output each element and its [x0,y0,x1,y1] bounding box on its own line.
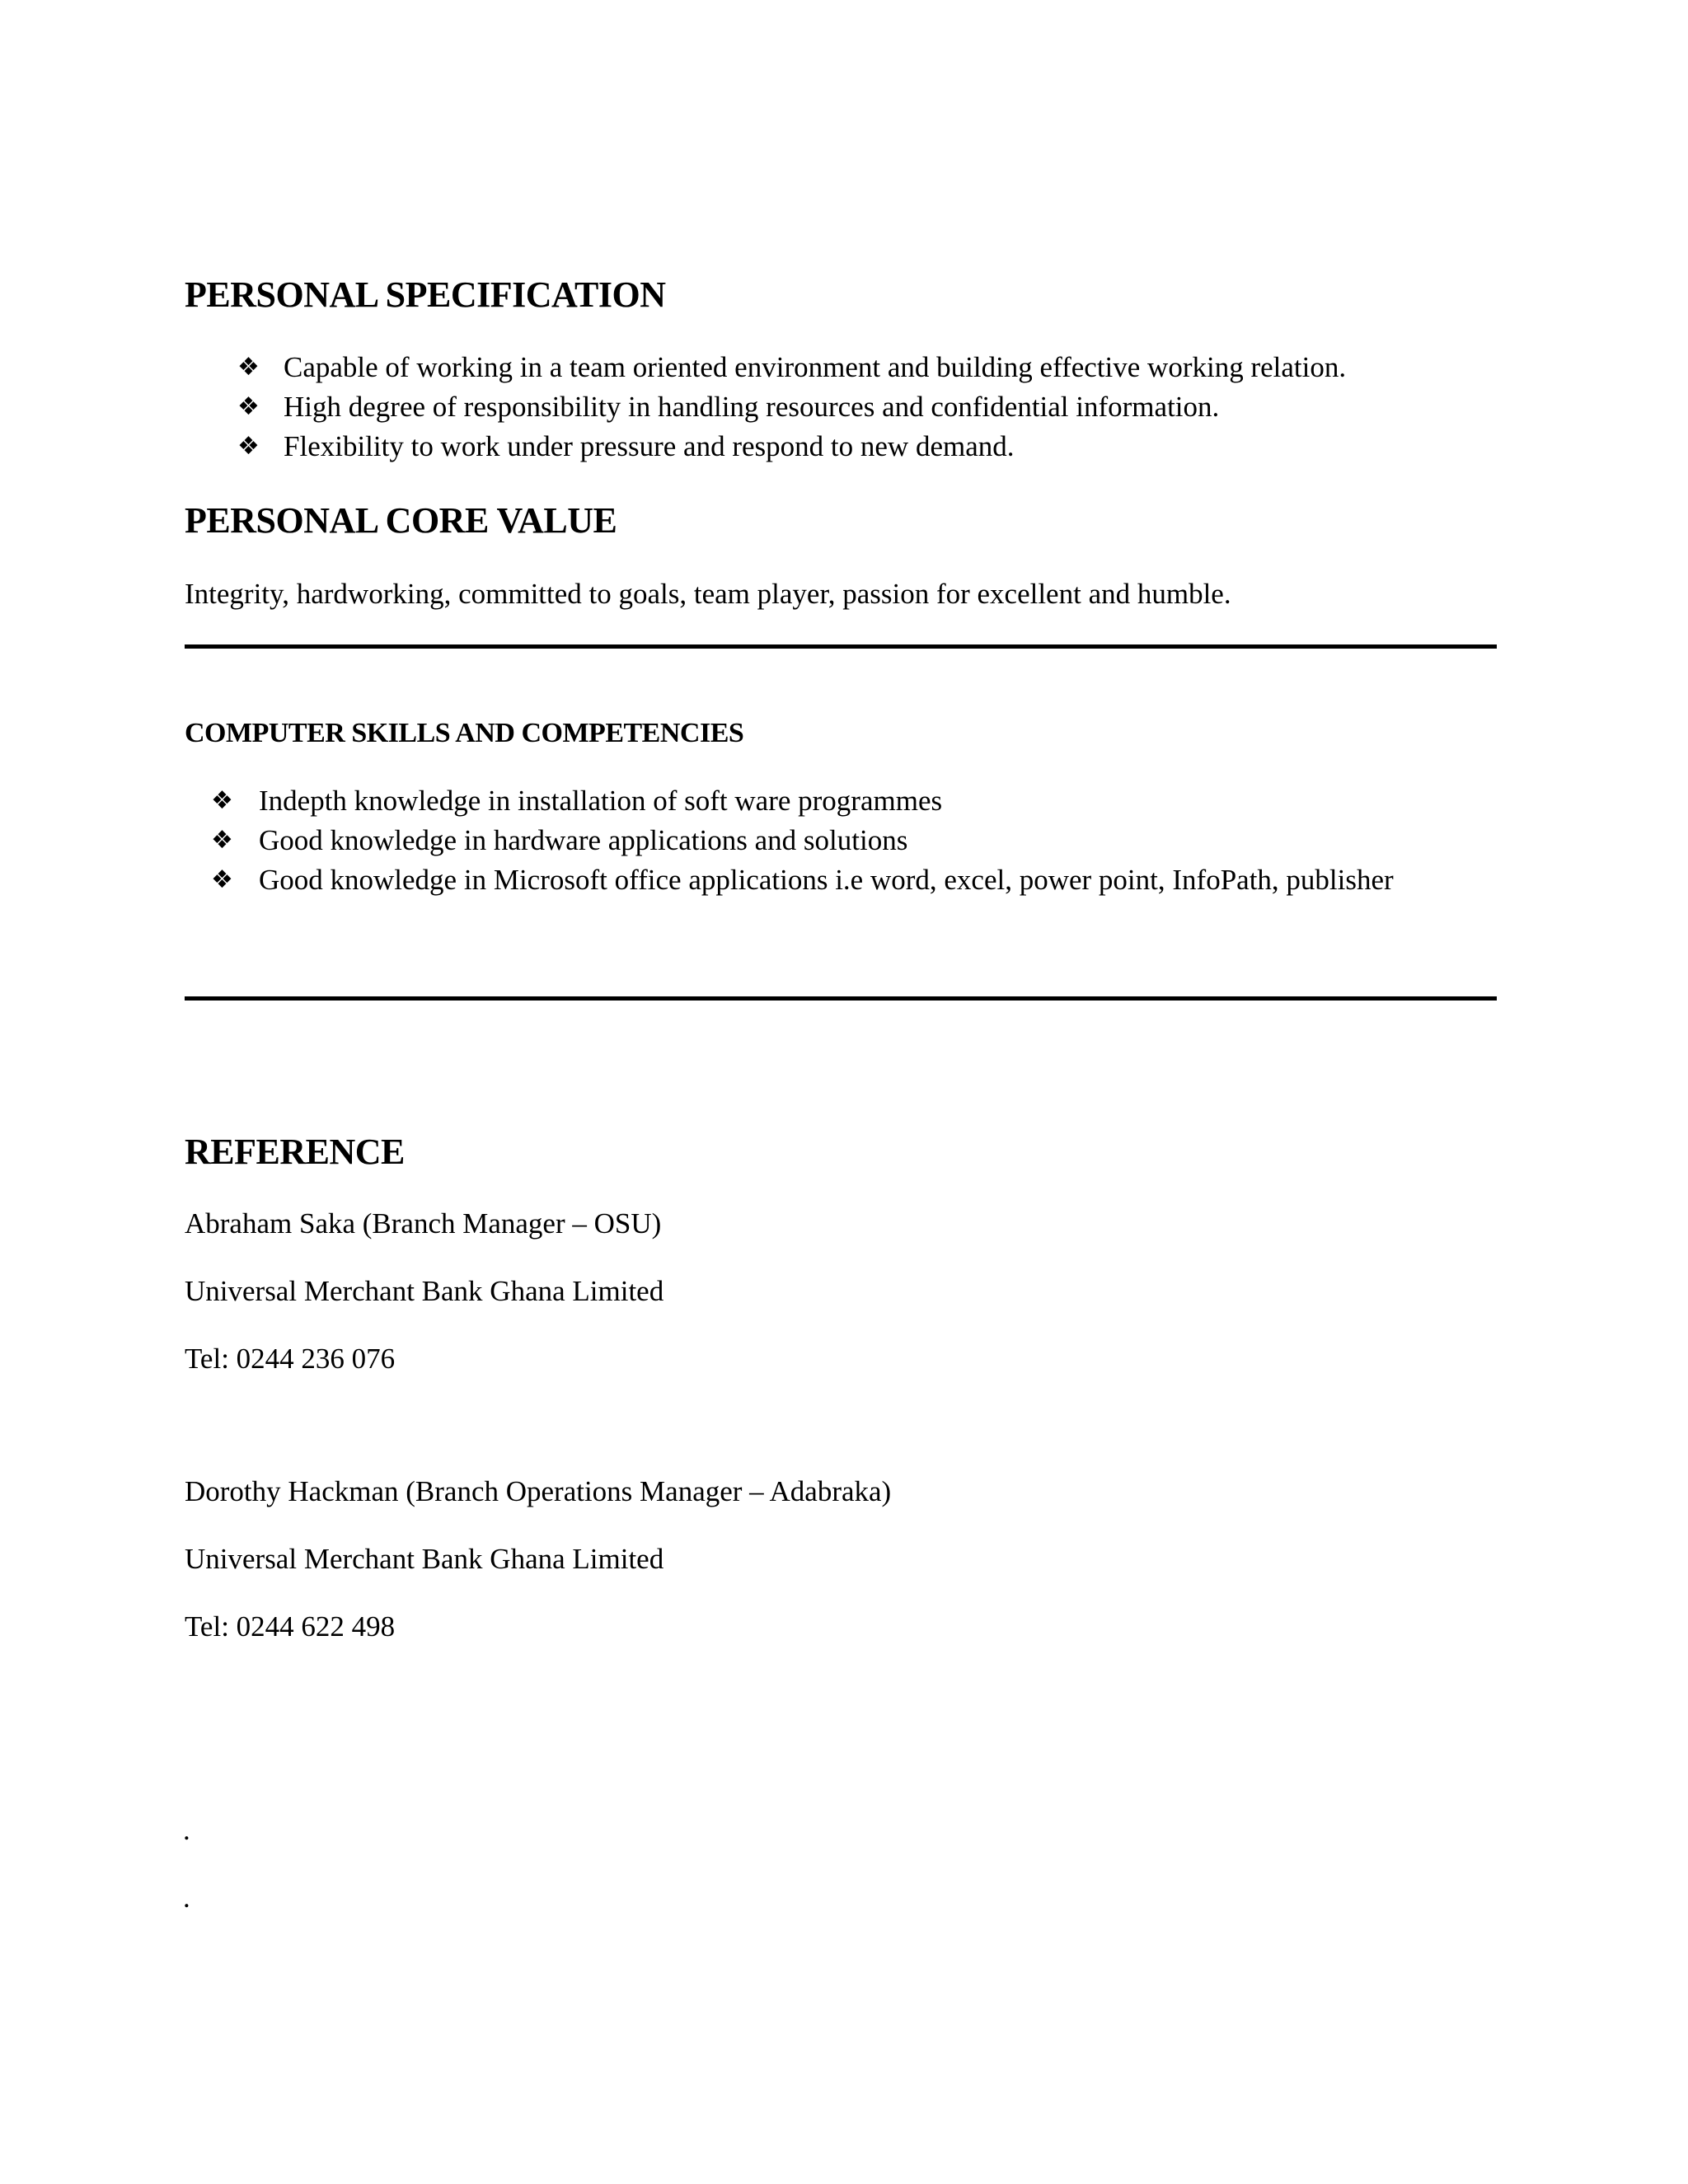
referee-company: Universal Merchant Bank Ghana Limited [185,1543,664,1575]
section-divider [185,996,1497,1001]
referee-tel: Tel: 0244 622 498 [185,1610,396,1643]
list-item-text: High degree of responsibility in handling resources and confidential information. [284,391,1220,423]
referee-name: Dorothy Hackman (Branch Operations Manager – Adabraka) [185,1475,892,1507]
reference-heading: REFERENCE [185,1132,405,1172]
referee-tel: Tel: 0244 236 076 [185,1343,396,1375]
personal-core-value-heading: PERSONAL CORE VALUE [185,500,617,541]
list-item-text: Good knowledge in hardware applications and solutions [259,824,908,856]
four-diamond-bullet-icon: ❖ [237,392,260,421]
list-item-text: Good knowledge in Microsoft office applications i.e word, excel, power point, InfoPath, publisher [259,864,1394,896]
computer-skills-heading: COMPUTER SKILLS AND COMPETENCIES [185,718,744,748]
section-divider [185,644,1497,649]
referee-company: Universal Merchant Bank Ghana Limited [185,1275,664,1307]
four-diamond-bullet-icon: ❖ [237,432,260,461]
referee-name: Abraham Saka (Branch Manager – OSU) [185,1207,662,1240]
personal-specification-heading: PERSONAL SPECIFICATION [185,274,666,315]
list-item-text: Flexibility to work under pressure and respond to new demand. [284,430,1015,462]
list-item-text: Capable of working in a team oriented environment and building effective working relation. [284,351,1347,383]
core-values-text: Integrity, hardworking, committed to goals, team player, passion for excellent and humble. [185,578,1231,610]
four-diamond-bullet-icon: ❖ [211,826,233,855]
list-item-text: Indepth knowledge in installation of soft ware programmes [259,785,943,817]
trailing-mark: . [183,1814,190,1846]
four-diamond-bullet-icon: ❖ [237,353,260,382]
trailing-mark: . [183,1882,190,1914]
four-diamond-bullet-icon: ❖ [211,786,233,815]
four-diamond-bullet-icon: ❖ [211,865,233,894]
